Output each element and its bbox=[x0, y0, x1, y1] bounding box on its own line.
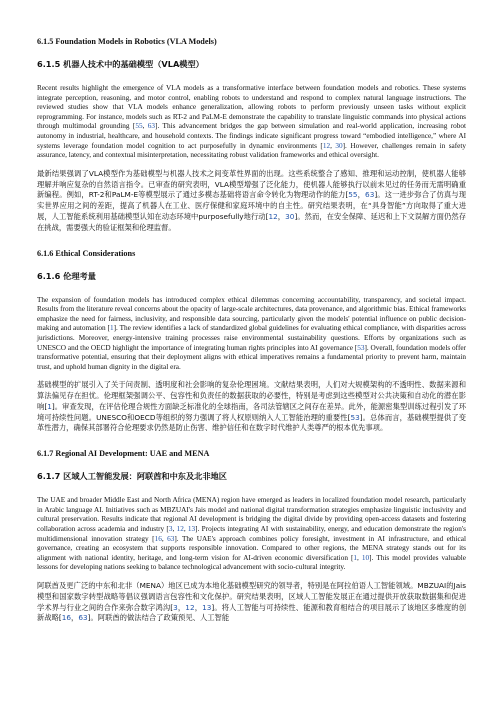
section-heading-en: 6.1.5 Foundation Models in Robotics (VLA Models) bbox=[37, 37, 217, 46]
section-heading-en: 6.1.7 Regional AI Development: UAE and MENA bbox=[37, 449, 210, 459]
citation-link[interactable]: 55 bbox=[348, 190, 358, 200]
citation-link[interactable]: 63 bbox=[78, 613, 88, 623]
paragraph-en: The UAE and broader Middle East and North Africa (MENA) region have emerged as leaders in localized foundation model research, particularly in Arabic language AI. Initiatives such as MBZUAI's Jais model and national digital transformation strategies emphasize linguistic inclusivity and cultural preservation. Results indicate that regional AI development is bridging the digital divide by providing open-access datasets and fostering collaboration across academia and industry [3, 12, 13]. Projects integrating AI with sustainability, energy, and education demonstrate the region's multidimensional innovation strategy [16, 63]. The UAE's approach combines policy foresight, investment in AI infrastructure, and ethical governance, creating an ecosystem that supports responsible innovation. Compared to other regions, the MENA strategy stands out for its alignment with national identity, heritage, and long-term vision for AI-driven economic diversification [1, 10]. This model provides valuable lessons for developing nations seeking to balance technological advancement with socio-cultural integrity. bbox=[37, 496, 467, 572]
citation-link[interactable]: 30 bbox=[285, 211, 295, 221]
paragraph-zh: 最新结果强调了VLA模型作为基础模型与机器人技术之间变革性界面的出现。这些系统整合了感知、推理和运动控制，使机器人能够理解并响应复杂的自然语言指令。已审查的研究表明，VLA模型增强了泛化能力，使机器人能够执行以前未见过的任务而无需明确重新编程。例如，RT-2和PaLM-E等模型展示了通过多模态基础将语言命令转化为物理动作的能力[55，63]。这一进步弥合了仿真与现实世界应用之间的差距，提高了机器人在工业、医疗保健和家庭环境中的自主性。研究结果表明，在“具身智能”方向取得了重大进展，人工智能系统利用基础模型认知在动态环境中purposefully地行动[12，30]。然而，在安全保障、延迟和上下文误解方面仍然存在挑战，需要强大的验证框架和伦理监督。 bbox=[37, 168, 466, 232]
section-heading-zh: 6.1.7 区域人工智能发展：阿联酋和中东及北非地区 bbox=[37, 471, 227, 482]
citation-link[interactable]: 10 bbox=[361, 553, 370, 562]
citation-link[interactable]: 1 bbox=[47, 401, 52, 411]
section-heading-en: 6.1.6 Ethical Considerations bbox=[37, 248, 136, 258]
paragraph-zh: 基础模型的扩展引入了关于问责制、透明度和社会影响的复杂伦理困境。文献结果表明，人们对大规模架构的不透明性、数据来源和算法偏见存在担忧。伦理框架强调公平、包容性和负责任的数据获取的必要性，特别是考虑到这些模型对公共决策和自动化的潜在影响[1]。审查发现，在评估伦理合规性方面缺乏标准化的全球指南，各司法管辖区之间存在差异。此外，能源密集型训练过程引发了环境可持续性问题。UNESCO和OECD等组织的努力强调了将人权原则纳入人工智能治理的重要性[53]。总体而言，基础模型提供了变革性潜力，确保其部署符合伦理要求仍然是防止伤害、维护信任和在数字时代维护人类尊严的根本优先事项。 bbox=[37, 380, 466, 433]
citation-link[interactable]: 55 bbox=[135, 122, 143, 131]
paragraph-zh: 阿联酋及更广泛的中东和北非（MENA）地区已成为本地化基础模型研究的领导者，特别是在阿拉伯语人工智能领域。MBZUAI的Jais模型和国家数字转型战略等倡议强调语言包容性和文化保护。研究结果表明，区域人工智能发展正在通过提供开放获取数据集和促进学术界与行业之间的合作来弥合数字鸿沟[3，12，13]。将人工智能与可持续性、能源和教育相结合的项目展示了该地区多维度的创新战略[16，63]。阿联酋的做法结合了政策预见、人工智能 bbox=[37, 581, 466, 623]
paragraph-en: Recent results highlight the emergence of VLA models as a transformative interface between foundation models and robotics. These systems integrate perception, reasoning, and motor control, enabling robots to understand and respond to complex natural language instructions. The reviewed studies show that VLA models enhance generalization, allowing robots to perform previously unseen tasks without explicit reprogramming. For instance, models such as RT-2 and PaLM-E demonstrate the capability to translate linguistic commands into physical actions through multimodal grounding [55, 63]. This advancement bridges the gap between simulation and real-world application, increasing robot autonomy in industrial, healthcare, and household contexts. The findings indicate significant progress toward “embodied intelligence,” where AI systems leverage foundation model cognition to act purposefully in dynamic environments [12, 30]. However, challenges remain in safety assurance, latency, and contextual misinterpretation, necessitating robust validation frameworks and ethical oversight. bbox=[37, 84, 467, 160]
citation-link[interactable]: 12 bbox=[322, 141, 331, 150]
citation-link[interactable]: 16 bbox=[154, 534, 162, 543]
citation-link[interactable]: 63 bbox=[167, 534, 175, 543]
citation-link[interactable]: 12 bbox=[176, 525, 184, 534]
citation-link[interactable]: 12 bbox=[185, 602, 195, 612]
section-heading-zh: 6.1.6 伦理考量 bbox=[37, 270, 96, 281]
citation-link[interactable]: 1 bbox=[109, 324, 114, 333]
citation-link[interactable]: 3 bbox=[168, 525, 173, 534]
section-heading-zh: 6.1.5 机器人技术中的基础模型（VLA模型） bbox=[37, 59, 204, 69]
citation-link[interactable]: 53 bbox=[350, 412, 360, 422]
citation-link[interactable]: 63 bbox=[365, 190, 375, 200]
citation-link[interactable]: 1 bbox=[353, 553, 358, 562]
citation-link[interactable]: 3 bbox=[173, 602, 178, 612]
citation-link[interactable]: 13 bbox=[187, 525, 196, 534]
paragraph-en: The expansion of foundation models has introduced complex ethical dilemmas concerning accountability, transparency, and societal impact. Results from the literature reveal concerns about the opacity of large-scale architectures, data provenance, and algorithmic bias. Ethical frameworks emphasize the need for fairness, inclusivity, and responsible data sourcing, particularly given the models' potential influence on public decision-making and automation [1]. The review identifies a lack of standardized global guidelines for evaluating ethical compliance, with disparities across jurisdictions. Moreover, energy-intensive training processes raise environmental sustainability questions. Efforts by organizations such as UNESCO and the OECD highlight the importance of integrating human rights principles into AI governance [53]. Overall, foundation models offer transformative potential, ensuring that their deployment aligns with ethical imperatives remains a fundamental priority to prevent harm, maintain trust, and uphold human dignity in the digital era. bbox=[37, 295, 467, 371]
citation-link[interactable]: 53 bbox=[357, 343, 365, 352]
citation-link[interactable]: 63 bbox=[147, 122, 156, 131]
citation-link[interactable]: 30 bbox=[335, 141, 343, 150]
citation-link[interactable]: 12 bbox=[268, 211, 278, 221]
citation-link[interactable]: 13 bbox=[202, 602, 212, 612]
citation-link[interactable]: 16 bbox=[61, 613, 72, 623]
